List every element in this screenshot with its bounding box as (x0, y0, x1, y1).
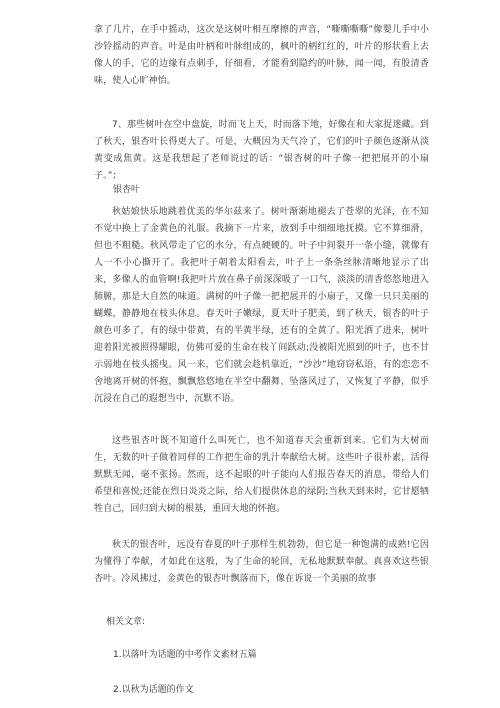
article-paragraph: 拿了几片，在手中摇动，这次是这树叶相互摩擦的声音，“嘶嘶嘶嘶”像婴儿手中小沙铃摇动的声音。叶是由叶柄和叶脉组成的，枫叶的柄红红的，叶片的形状看上去像人的手，它的边缘有点刺手，仔细看，才能看到隐约的叶脉，闻一闻，有股清香味，使人心旷神怡。 (94, 25, 429, 86)
article-paragraph: 这些银杏叶既不知道什么叫死亡，也不知道春天会重新到来。它们为大树而生，无数的叶子做着同样的工作把生命的乳汁奉献给大树。这些叶子很朴素，活得默默无闻，毫不张扬。然而，这不起眼的叶子能向人们报告春天的消息，带给人们希望和喜悦;还能在烈日炎炎之际，给人们提供休息的绿阴;当秋天到来时，它甘愿牺牲自己，回归到大树的根基，重回大地的怀抱。 (94, 436, 429, 514)
related-articles-title: 相关文章: (106, 617, 146, 627)
article-paragraph: 秋天的银杏叶，远没有春夏的叶子那样生机勃勃，但它是一种饱满的成熟!它因为懂得了奉献，才如此在这般，为了生命的轮回，无私地默默奉献。真喜欢这些银杏叶。冷风拂过，金黄色的银杏叶飘落而下，像在诉说一个美丽的故事 (94, 540, 429, 584)
related-article-link[interactable]: 1.以落叶为话题的中考作文素材五篇 (113, 650, 257, 660)
section-heading: 银杏叶 (113, 185, 141, 195)
article-paragraph: 秋姑娘快乐地跳着优美的华尔兹来了。树叶渐渐地褪去了苍翠的光泽，在不知不觉中换上了金黄色的礼服。我摘下一片来，放到手中细细地抚摸。它不算细滑，但也不粗糙。秋风带走了它的水分，有点硬硬的。叶子中间裂开一条小缝，就像有人一不小心撕开了。我把叶子朝着太阳看去，叶子上一条条丝脉清晰地显示了出来，多像人的血管啊!我把叶片放在鼻子前深深吸了一口气，淡淡的清香悠悠地进入肺腑，那是大自然的味道。满树的叶子像一把把展开的小扇子，又像一只只美丽的蝴蝶，静静地在枝头休息。春天叶子嫩绿，夏天叶子肥美，到了秋天，银杏的叶子颜色可多了，有的绿中带黄，有的半黄半绿，还有的全黄了。阳光洒了进来，树叶迎着阳光被照得耀眼，仿佛可爱的生命在枝丫间跃动;没被阳光照到的叶子，也不甘示弱地在枝头摇曳。风一来，它们就会趁机靠近，“沙沙”地窃窃私语，有的恋恋不舍地离开树的怀抱，飘飘悠悠地在半空中翻舞、坠落风过了，又恢复了平静，似乎沉浸在自己的遐想当中，沉默不语。 (94, 207, 429, 404)
related-article-link[interactable]: 2.以秋为话题的作文 (113, 685, 194, 695)
article-paragraph: 7、那些树叶在空中盘旋，时而飞上天，时而落下地，好像在和大家捉迷藏。到了秋天，银杏叶长得更大了。可是，大概因为天气冷了，它们的叶子颜色逐渐从淡黄变成焦黄。这是我想起了老师说过的话：“银杏树的叶子像一把把展开的小扇子。”； (94, 120, 429, 181)
